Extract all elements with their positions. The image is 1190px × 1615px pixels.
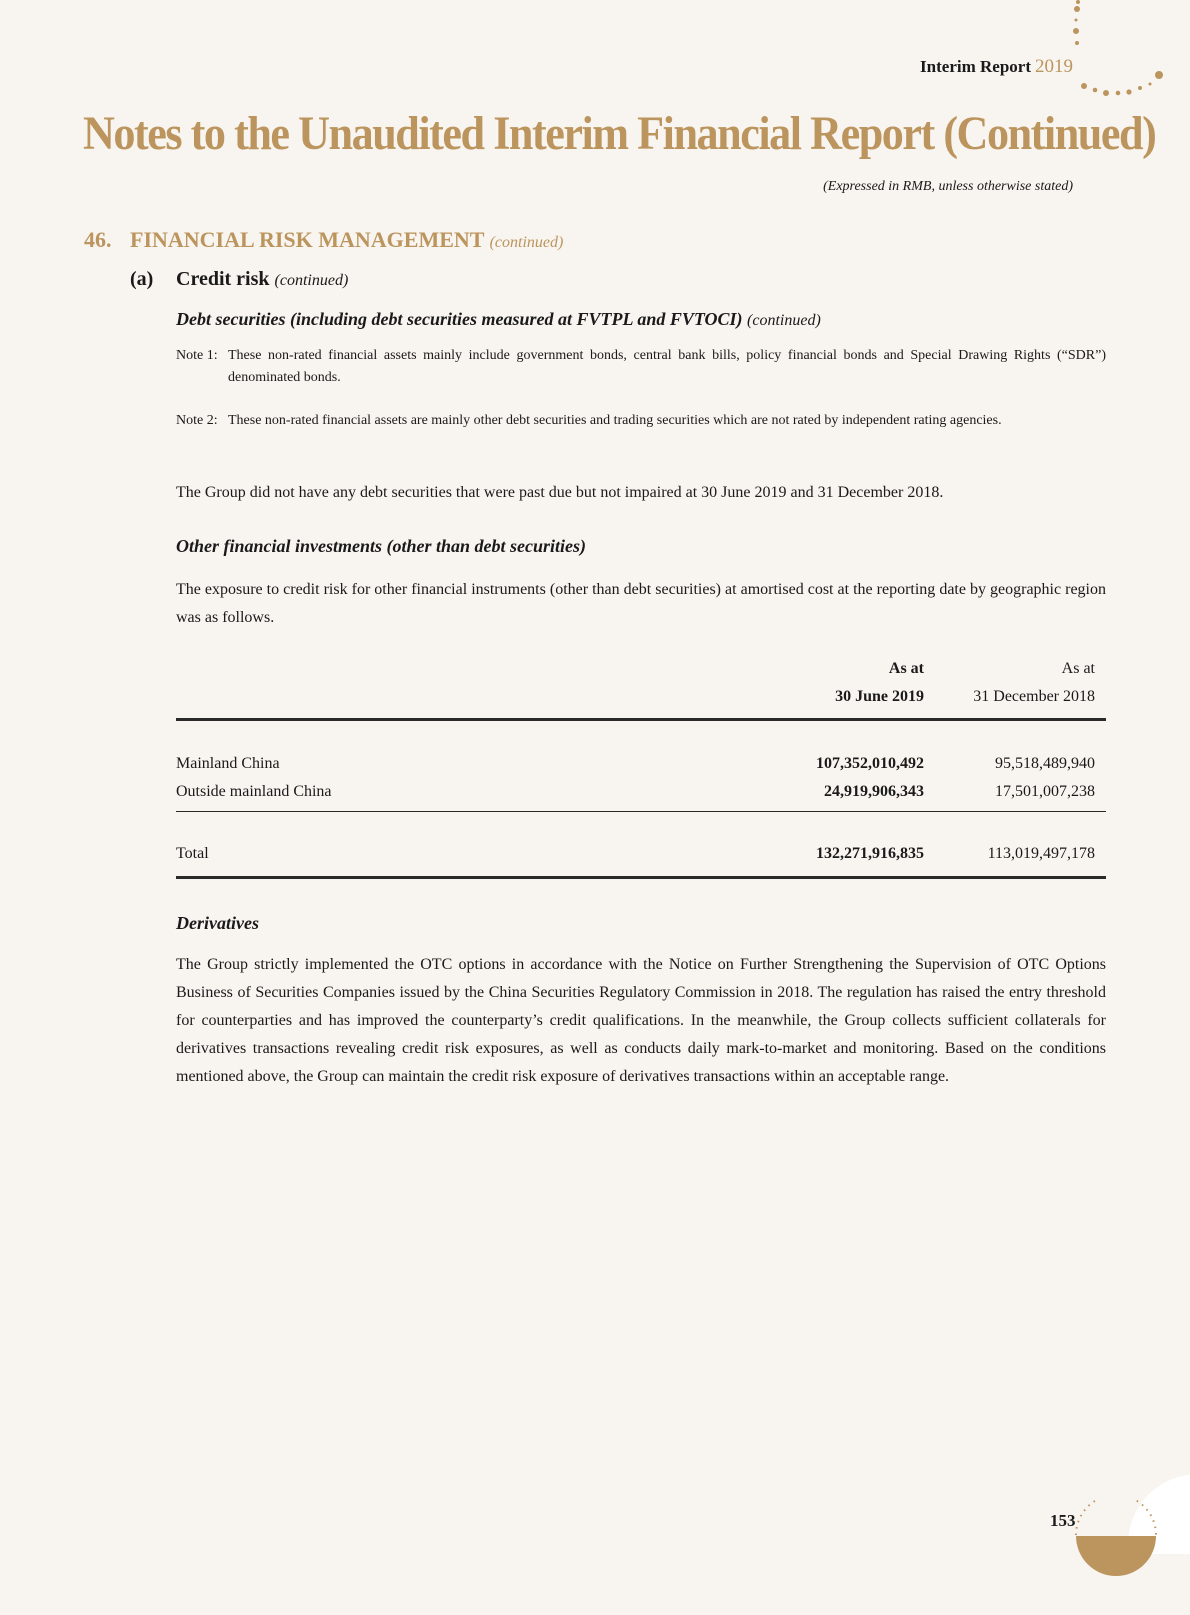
value-dec2018: 17,501,007,238 xyxy=(995,783,1095,800)
report-year: 2019 xyxy=(1035,56,1073,77)
table-header-row-2 xyxy=(176,688,1106,716)
section-continued: (continued) xyxy=(489,234,564,251)
subsection-title: Credit risk xyxy=(176,268,270,290)
column-header: 30 June 2019 xyxy=(835,688,924,705)
table-row xyxy=(176,783,1106,811)
report-label: Interim Report xyxy=(920,57,1031,76)
other-investments-heading: Other financial investments (other than debt securities) xyxy=(176,536,587,556)
section-number: 46. xyxy=(84,227,112,252)
value-dec2018: 113,019,497,178 xyxy=(987,845,1095,862)
section-heading xyxy=(84,227,563,253)
row-label: Total xyxy=(176,845,209,862)
debt-securities-title: Debt securities (including debt securities measured at FVTPL and FVTOCI) xyxy=(176,309,743,329)
subsection-continued: (continued) xyxy=(274,272,349,289)
section-title: FINANCIAL RISK MANAGEMENT xyxy=(130,227,485,252)
debt-securities-continued: (continued) xyxy=(747,312,821,329)
decorative-half-circle xyxy=(1070,1500,1170,1580)
currency-note: (Expressed in RMB, unless otherwise stated) xyxy=(823,179,1073,194)
column-header: As at xyxy=(888,660,924,677)
table-total-row xyxy=(176,845,1106,873)
page-number: 153 xyxy=(1050,1511,1076,1530)
derivatives-heading: Derivatives xyxy=(176,913,259,933)
note-text: These non-rated financial assets mainly include government bonds, central bank bills, policy financial bonds and Special Drawing Rights (“SDR”) denominated bonds. xyxy=(228,348,1106,385)
past-due-paragraph: The Group did not have any debt securities that were past due but not impaired at 30 June 2019 and 31 December 2018. xyxy=(176,484,944,501)
column-header: As at xyxy=(1061,660,1095,677)
note-text: These non-rated financial assets are mainly other debt securities and trading securities which are not rated by independent rating agencies. xyxy=(228,413,1002,428)
note-label: Note 2: xyxy=(176,413,218,428)
derivatives-paragraph: The Group strictly implemented the OTC options in accordance with the Notice on Further Strengthening the Supervision of OTC Options Business of Securities Companies issued by the China Securities Regulatory Commission in 2018. The regulation has raised the entry threshold for counterparties and has improved the counterparty’s credit qualifications. In the meanwhile, the Group collects sufficient collaterals for derivatives transactions revealing credit risk exposures, as well as conducts daily mark-to-market and monitoring. Based on the conditions mentioned above, the Group can maintain the credit risk exposure of derivatives transactions within an acceptable range. xyxy=(176,956,1106,1085)
value-dec2018: 95,518,489,940 xyxy=(995,755,1095,772)
table-header-row-1 xyxy=(176,660,1106,688)
value-jun2019: 107,352,010,492 xyxy=(816,755,924,772)
report-header xyxy=(920,56,1073,78)
value-jun2019: 132,271,916,835 xyxy=(816,845,924,862)
other-investments-intro: The exposure to credit risk for other financial instruments (other than debt securities) at amortised cost at the reporting date by geographic region was as follows. xyxy=(176,581,1106,626)
value-jun2019: 24,919,906,343 xyxy=(824,783,924,800)
page-title: Notes to the Unaudited Interim Financial Report (Continued) xyxy=(83,107,1156,160)
debt-securities-heading xyxy=(176,309,821,330)
decorative-dots-top xyxy=(1070,0,1190,100)
subtotal-rule xyxy=(176,811,1106,812)
credit-exposure-table xyxy=(176,660,1106,873)
table-row xyxy=(176,755,1106,783)
note-1 xyxy=(176,345,1106,389)
subsection-label: (a) xyxy=(130,268,154,290)
note-2 xyxy=(176,410,1106,432)
row-label: Mainland China xyxy=(176,755,280,772)
subsection-heading xyxy=(130,268,348,291)
note-label: Note 1: xyxy=(176,348,218,363)
total-rule xyxy=(176,876,1106,879)
header-rule xyxy=(176,718,1106,721)
row-label: Outside mainland China xyxy=(176,783,332,800)
column-header: 31 December 2018 xyxy=(973,688,1095,705)
